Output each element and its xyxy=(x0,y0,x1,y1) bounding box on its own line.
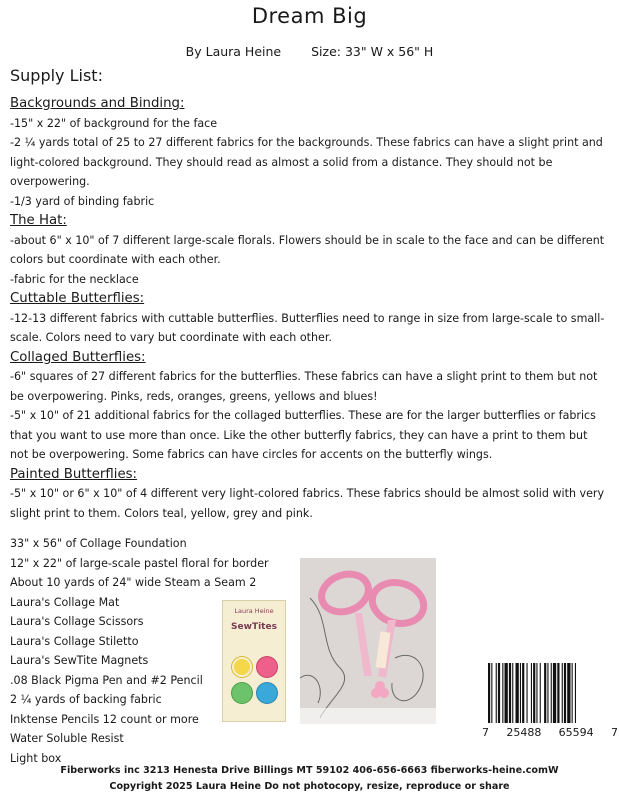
supply-line: -5" x 10" of 21 additional fabrics for the collaged butterflies. These are for the larger butterflies or fabrics that you want to use more than once. Like the other butterfly fabrics, they can have a print to them but not be overpowering. Some fabrics can have circles for accents on the butterfly wings. xyxy=(10,409,596,461)
barcode-digit: 25488 xyxy=(506,726,542,739)
supply-line: -1/3 yard of binding fabric xyxy=(10,194,155,208)
author-text: By Laura Heine xyxy=(185,44,282,59)
flower-magnet-icon xyxy=(257,683,277,703)
supply-item: 2 ¼ yards of backing fabric xyxy=(10,693,162,706)
barcode-bar xyxy=(536,663,537,723)
barcode-bar xyxy=(516,663,519,723)
section-heading: Cuttable Butterflies: xyxy=(10,291,145,306)
section-heading: Collaged Butterflies: xyxy=(10,349,146,365)
supply-line: -fabric for the necklace xyxy=(10,272,139,286)
supply-item: Laura's Collage Scissors xyxy=(10,615,144,628)
supply-item: Inktense Pencils 12 count or more xyxy=(10,712,199,726)
section-heading: Painted Butterflies: xyxy=(10,466,138,482)
flower-magnet-icon xyxy=(232,683,252,703)
supply-item: Light box xyxy=(10,751,62,765)
barcode-bar xyxy=(551,663,552,723)
footer-copyright: Copyright 2025 Laura Heine Do not photocopy, resize, reproduce or share xyxy=(109,781,510,792)
barcode-bar xyxy=(564,663,566,723)
flower-magnet-icon xyxy=(232,657,252,677)
supply-line: -12-13 different fabrics with cuttable butterflies. Butterflies need to range in size from large-scale to small-scale. Colors need to vary but coordinate with each other. xyxy=(10,311,605,344)
supply-sections xyxy=(10,94,608,523)
supply-item: 12" x 22" of large-scale pastel floral for border xyxy=(10,556,269,570)
section xyxy=(10,211,608,289)
barcode-bar xyxy=(567,663,570,723)
supply-list-heading: Supply List: xyxy=(10,66,103,85)
barcode-bar xyxy=(531,663,532,723)
scissors-illustration xyxy=(300,558,436,724)
barcode-digit: 65594 xyxy=(558,726,594,739)
barcode-bar xyxy=(575,663,576,723)
flower-magnet-icon xyxy=(257,657,277,677)
supply-item: Laura's Collage Mat xyxy=(10,595,120,609)
barcode-bar xyxy=(509,663,511,723)
barcode-digit: 7 xyxy=(482,726,489,739)
supply-item: .08 Black Pigma Pen and #2 Pencil xyxy=(10,673,203,687)
barcode-bar xyxy=(502,663,503,723)
supply-line: -6" squares of 27 different fabrics for the butterflies. These fabrics can have a slight print to them but not be overpowering. Pinks, reds, oranges, greens, yellows and blues! xyxy=(10,370,598,403)
barcode-digits xyxy=(482,726,618,739)
byline xyxy=(0,44,619,59)
supply-item: Laura's SewTite Magnets xyxy=(10,654,149,667)
barcode-bar xyxy=(540,663,541,723)
barcode-bar xyxy=(505,663,508,723)
barcode-bar xyxy=(544,663,546,723)
supply-line: -15" x 22" of background for the face xyxy=(10,116,218,130)
section xyxy=(10,94,608,211)
barcode-bar xyxy=(547,663,548,723)
barcode-bar xyxy=(533,663,535,723)
package-name: SewTites xyxy=(231,622,277,632)
section-heading: The Hat: xyxy=(10,213,67,228)
size-text: Size: 33" W x 56" H xyxy=(311,44,434,59)
barcode-bar xyxy=(557,663,559,723)
barcode-bar xyxy=(498,663,500,723)
barcode-bar xyxy=(572,663,573,723)
package-brand: Laura Heine xyxy=(234,607,274,615)
barcode-digit: 7 xyxy=(610,726,618,739)
barcode-bar xyxy=(491,663,492,723)
section-heading: Backgrounds and Binding: xyxy=(10,96,185,111)
barcode-bar xyxy=(522,663,524,723)
supply-item: 33" x 56" of Collage Foundation xyxy=(10,537,187,550)
footer-address: Fiberworks inc 3213 Henesta Drive Billings MT 59102 406-656-6663 fiberworks-heine.comW xyxy=(60,765,559,776)
pattern-title: Dream Big xyxy=(251,4,368,28)
barcode-bar xyxy=(488,663,490,723)
collage-scissors-photo xyxy=(300,558,436,724)
supply-line: -about 6" x 10" of 7 different large-scale florals. Flowers should be in scale to the face and can be different colors but coordinate with each other. xyxy=(10,233,605,266)
supply-line: -5" x 10" or 6" x 10" of 4 different very light-colored fabrics. These fabrics should be almost solid with very slight print to them. Colors teal, yellow, grey and pink. xyxy=(10,487,605,520)
barcode-bar xyxy=(562,663,563,723)
sewtites-package-image xyxy=(222,600,286,722)
barcode-bar xyxy=(553,663,556,723)
supply-item: Water Soluble Resist xyxy=(10,732,124,745)
barcode-bar xyxy=(512,663,513,723)
section xyxy=(10,289,608,348)
barcode-bar xyxy=(527,663,528,723)
supply-line: -2 ¼ yards total of 25 to 27 different fabrics for the backgrounds. These fabrics can have a slight print and light-colored background. They should read as almost a solid from a distance. They should not be overpowering. xyxy=(10,136,603,188)
section xyxy=(10,465,608,524)
barcode-bar xyxy=(496,663,497,723)
supply-item: About 10 yards of 24" wide Steam a Seam 2 xyxy=(10,576,257,589)
barcode-bar xyxy=(520,663,521,723)
barcode-graphic xyxy=(488,663,610,723)
supply-item: Laura's Collage Stiletto xyxy=(10,634,139,648)
section xyxy=(10,348,608,465)
